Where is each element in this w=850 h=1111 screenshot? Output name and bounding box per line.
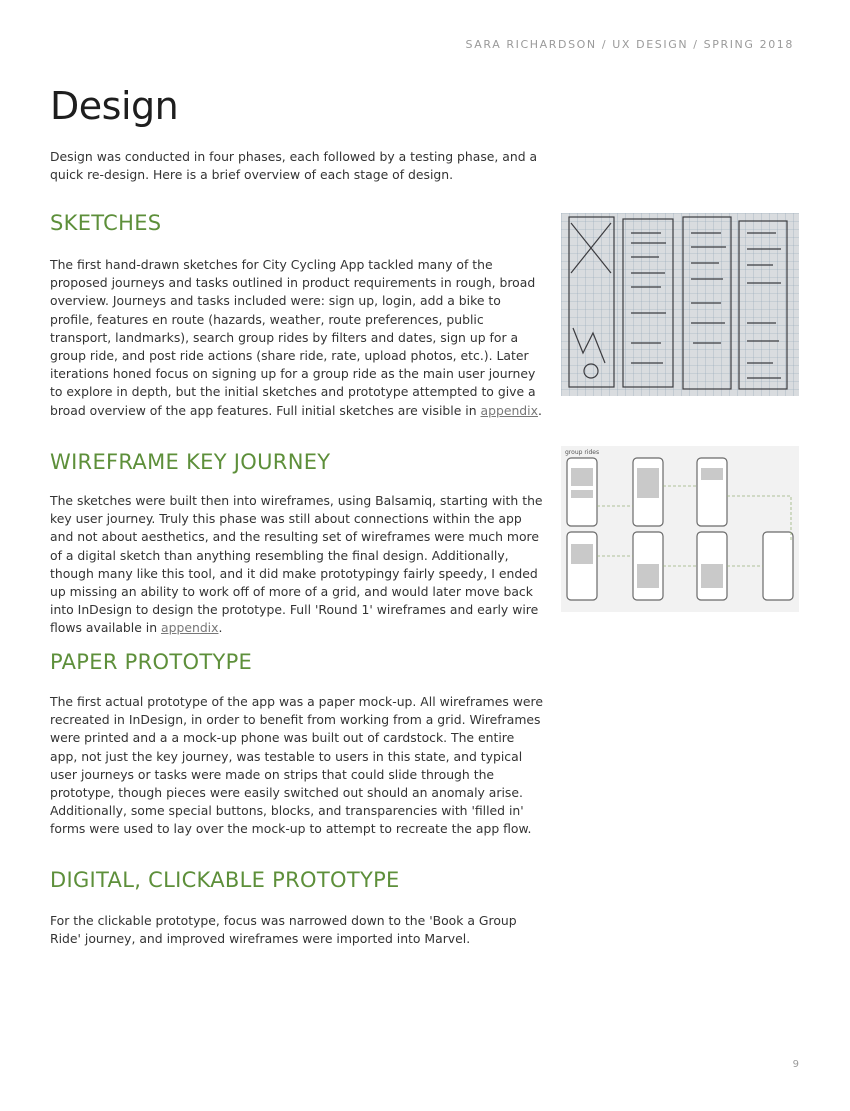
appendix-link[interactable]: appendix (161, 620, 219, 636)
section-heading-paper-prototype: PAPER PROTOTYPE (50, 650, 253, 674)
section-heading-digital-prototype: DIGITAL, CLICKABLE PROTOTYPE (50, 868, 400, 892)
section-text-tail: . (218, 620, 223, 636)
wireframe-label: group rides (565, 449, 600, 456)
section-heading-sketches: SKETCHES (50, 211, 162, 235)
section-text: The sketches were built then into wireframes, using Balsamiq, starting with the key user journey. Truly this phase was still about connections within the app and not about aesthetics, and the resulting set of wireframes were much more of a digital sketch than anything resembling the final design. Additionally, though many like this tool, and it did make prototypingy fairly speedy, I ended up missing an ability to work off of more of a grid, and would later move back into InDesign to design the prototype. Full 'Round 1' wireframes and early wire flows available in (50, 493, 543, 636)
section-body-paper-prototype: The first actual prototype of the app was a paper mock-up. All wireframes were recreated in InDesign, in order to benefit from working from a grid. Wireframes were printed and a a mock-up phone was built out of cardstock. The entire app, not just the key journey, was testable to users in this state, and typical user journeys or tasks were made on strips that could slide through the prototype, though pieces were easily switched out should an anomaly arise. Additionally, some special buttons, blocks, and transparencies with 'filled in' forms were used to lay over the mock-up to attempt to recreate the app flow. (50, 694, 543, 837)
sketch-photo (561, 213, 799, 396)
section-text-tail: . (537, 402, 542, 418)
appendix-link[interactable]: appendix (480, 402, 538, 418)
section-body-digital-prototype: For the clickable prototype, focus was narrowed down to the 'Book a Group Ride' journey, and improved wireframes were imported into Marvel. (50, 913, 517, 947)
section-text: The first hand-drawn sketches for City Cycling App tackled many of the proposed journeys and tasks outlined in product requirements in rough, broad overview. Journeys and tasks included were: sign up, login, add a bike to profile, features en route (hazards, weather, route preferences, public transport, landmarks), search group rides by filters and dates, sign up for a group ride, and post ride actions (share ride, rate, upload photos, etc.). Later iterations honed focus on signing up for a group ride as the main user journey to explore in depth, but the initial sketches and prototype attempted to give a broad overview of the app features. Full initial sketches are visible in (50, 257, 536, 418)
page-number: 9 (792, 1059, 799, 1070)
running-header: SARA RICHARDSON / UX DESIGN / SPRING 2018 (465, 38, 794, 51)
wireframe-flow-image (561, 446, 799, 612)
intro-paragraph: Design was conducted in four phases, each followed by a testing phase, and a quick re-design. Here is a brief overview of each stage of design. (50, 149, 538, 182)
page-title: Design (50, 84, 179, 128)
section-body-sketches (50, 256, 545, 420)
section-body-wireframe (50, 492, 545, 638)
section-heading-wireframe: WIREFRAME KEY JOURNEY (50, 450, 331, 474)
